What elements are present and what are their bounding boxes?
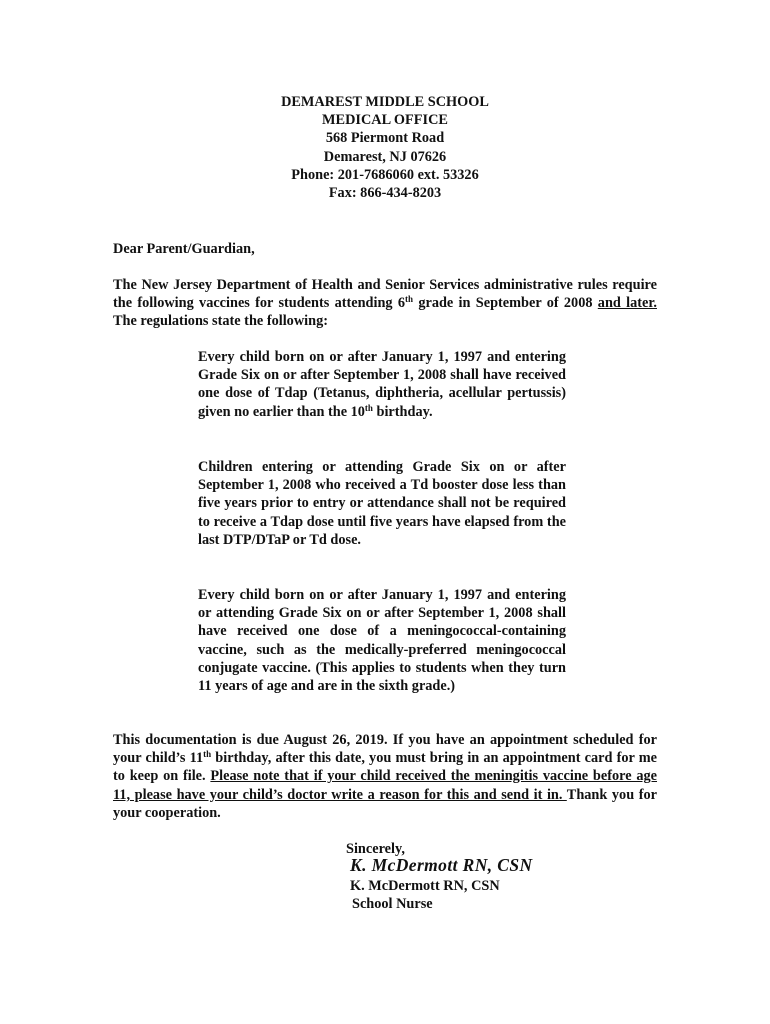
intro-tail: The regulations state the following: xyxy=(113,313,328,330)
closing-superscript: th xyxy=(203,749,212,760)
closing-text: This documentation is due August 26, 2019. If you have an appointment scheduled for your child’s 11 xyxy=(113,732,657,767)
school-name: DEMAREST MIDDLE SCHOOL xyxy=(281,94,489,110)
fax-number: Fax: 866-434-8203 xyxy=(328,184,442,201)
street-address: 568 Piermont Road xyxy=(325,130,445,147)
intro-superscript: th xyxy=(405,294,414,305)
closing-thanks: Thank you for your cooperation. xyxy=(113,786,657,821)
phone-number: Phone: 201-7686060 ext. 53326 xyxy=(291,166,479,183)
regulation-tdap-superscript: th xyxy=(364,402,373,413)
regulation-tdap-text: Every child born on or after January 1, 1997 and entering Grade Six on or after September 1, 2008 shall have received one dose of Tdap (Tetanus, diphtheria, acellular pertussis) given no earlier than the 10 xyxy=(198,349,566,420)
signature: K. McDermott RN, CSN xyxy=(350,855,533,875)
typed-name: K. McDermott RN, CSN xyxy=(350,878,500,894)
intro-paragraph xyxy=(113,276,657,331)
sincerely: Sincerely, xyxy=(346,841,405,857)
salutation: Dear Parent/Guardian, xyxy=(113,241,255,257)
letterhead xyxy=(0,93,770,202)
closing-underlined-note: Please note that if your child received the meningitis vaccine before age 11, please have your child’s doctor write a reason for this and send it in. xyxy=(113,768,658,803)
regulation-meningococcal: Every child born on or after January 1, 1997 and entering or attending Grade Six on or after September 1, 2008 shall have received one dose of a meningococcal-containing vaccine, such as the medically-preferred meningococcal conjugate vaccine. (This applies to students when they turn 11 years of age and are in the sixth grade.) xyxy=(198,587,566,695)
intro-underlined: and later. xyxy=(597,295,657,312)
closing-text-cont: birthday, after this date, you must bring in an appointment card for me to keep on file. xyxy=(113,750,657,785)
regulation-tdap xyxy=(198,348,566,421)
office-name: MEDICAL OFFICE xyxy=(322,112,448,129)
closing-paragraph xyxy=(113,731,657,822)
intro-text: The New Jersey Department of Health and Senior Services administrative rules require the following vaccines for students attending 6 xyxy=(113,277,657,312)
regulation-td-booster: Children entering or attending Grade Six on or after September 1, 2008 who received a Td booster dose less than five years prior to entry or attendance shall not be required to receive a Tdap dose until five years have elapsed from the last DTP/DTaP or Td dose. xyxy=(198,459,566,548)
nurse-title: School Nurse xyxy=(352,896,433,912)
city-state-zip: Demarest, NJ 07626 xyxy=(323,148,447,165)
intro-text-cont: grade in September of 2008 xyxy=(413,295,598,312)
regulation-tdap-tail: birthday. xyxy=(372,403,433,420)
